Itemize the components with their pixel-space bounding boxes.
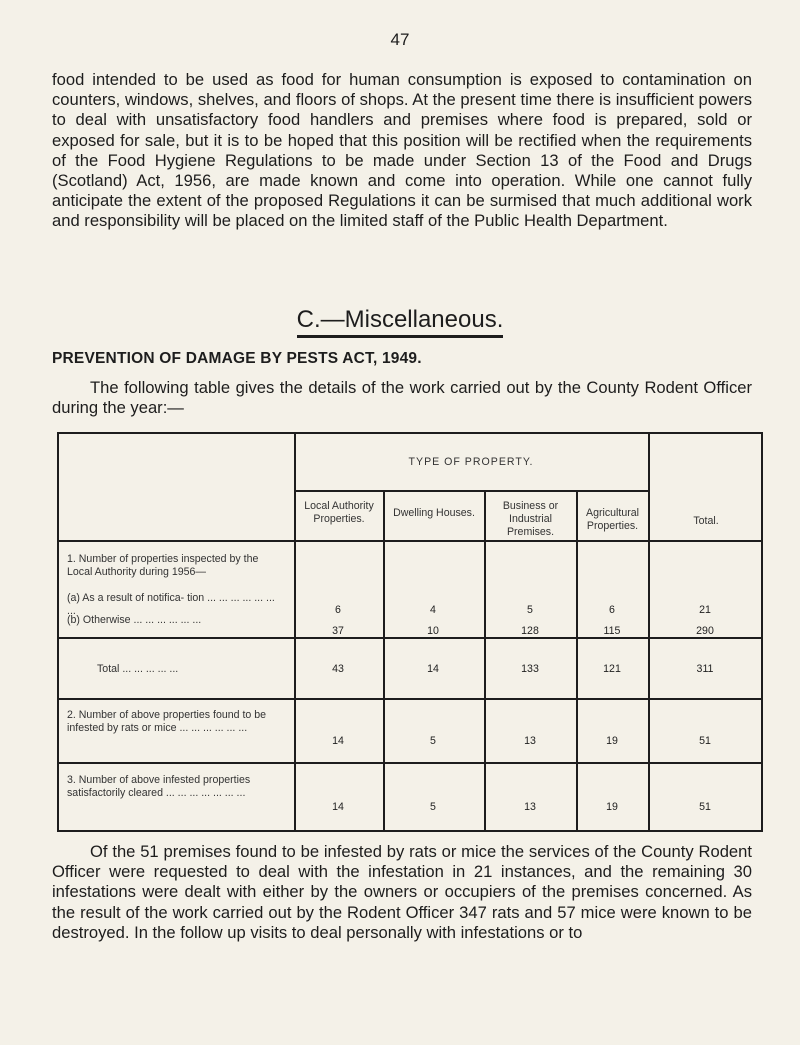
row1a-label: (a) As a result of notifica- tion ... ... ... ... ... ... ... [67,592,275,617]
table-cell: 21 [699,604,711,616]
act-heading: PREVENTION OF DAMAGE BY PESTS ACT, 1949. [52,350,422,367]
intro-paragraph: food intended to be used as food for human consumption is exposed to contamination on counters, windows, shelves, and floors of shops. At the present time there is insufficient powers to deal with unsatisfactory food handlers and premises where food is prepared, sold or exposed for sale, but it is to be hoped that this position will be rectified when the requirements of the Food Hygiene Regulations to be made under Section 13 of the Food and Drugs (Scotland) Act, 1956, are made known and come into operation. While one cannot fully anticipate the extent of the proposed Regulations it can be surmised that much additional work and responsibility will be placed on the limited staff of the Public Health Department. [52,70,752,231]
table-cell: 14 [332,735,344,747]
table-cell: 10 [427,625,439,637]
row2-label: 2. Number of above properties found to be infested by rats or mice ... ... ... ... ... ... [67,709,267,734]
table-cell: 5 [430,801,436,813]
table-cell: 5 [430,735,436,747]
table-cell: 19 [606,735,618,747]
col-dwelling-houses: Dwelling Houses. [393,507,475,519]
table-cell: 128 [521,625,539,637]
table-cell: 5 [527,604,533,616]
table-cell: 13 [524,801,536,813]
table-cell: 51 [699,801,711,813]
table-cell: 43 [332,663,344,675]
row1b-label: (b) Otherwise ... ... ... ... ... ... [67,614,202,626]
table-cell: 6 [609,604,615,616]
total-label: Total ... ... ... ... ... [97,663,179,675]
table-cell: 4 [430,604,436,616]
row1-label: 1. Number of properties inspected by the Local Authority during 1956— [67,553,259,578]
table-cell: 37 [332,625,344,637]
table-cell: 14 [427,663,439,675]
section-heading-text: C.—Miscellaneous. [297,306,504,338]
table-cell: 290 [696,625,714,637]
table-cell: 51 [699,735,711,747]
table-intro-paragraph: The following table gives the details of the work carried out by the County Rodent Officer during the year:— [52,378,752,418]
col-total: Total. [693,515,719,527]
table-cell: 13 [524,735,536,747]
col-agricultural: Agricultural Properties. [586,507,639,532]
page-number: 47 [390,30,410,49]
section-heading [0,306,800,334]
col-local-authority: Local Authority Properties. [304,500,374,525]
rodent-officer-table [57,432,763,832]
row3-label: 3. Number of above infested properties satisfactorily cleared ... ... ... ... ... ... ... [67,774,251,799]
type-of-property-header: TYPE OF PROPERTY. [408,456,534,468]
table-cell: 19 [606,801,618,813]
table-cell: 121 [603,663,621,675]
table-cell: 115 [603,625,621,637]
table-cell: 6 [335,604,341,616]
col-business-premises: Business or Industrial Premises. [502,500,559,538]
table-cell: 311 [696,663,714,675]
table-cell: 133 [521,663,539,675]
table-cell: 14 [332,801,344,813]
closing-paragraph: Of the 51 premises found to be infested by rats or mice the services of the County Rodent Officer were requested to deal with the infestation in 21 instances, and the remaining 30 infestations were dealt with either by the owners or occupiers of the premises concerned. As the result of the work carried out by the Rodent Officer 347 rats and 57 mice were known to be destroyed. In the follow up visits to deal personally with infestations or to [52,842,752,942]
